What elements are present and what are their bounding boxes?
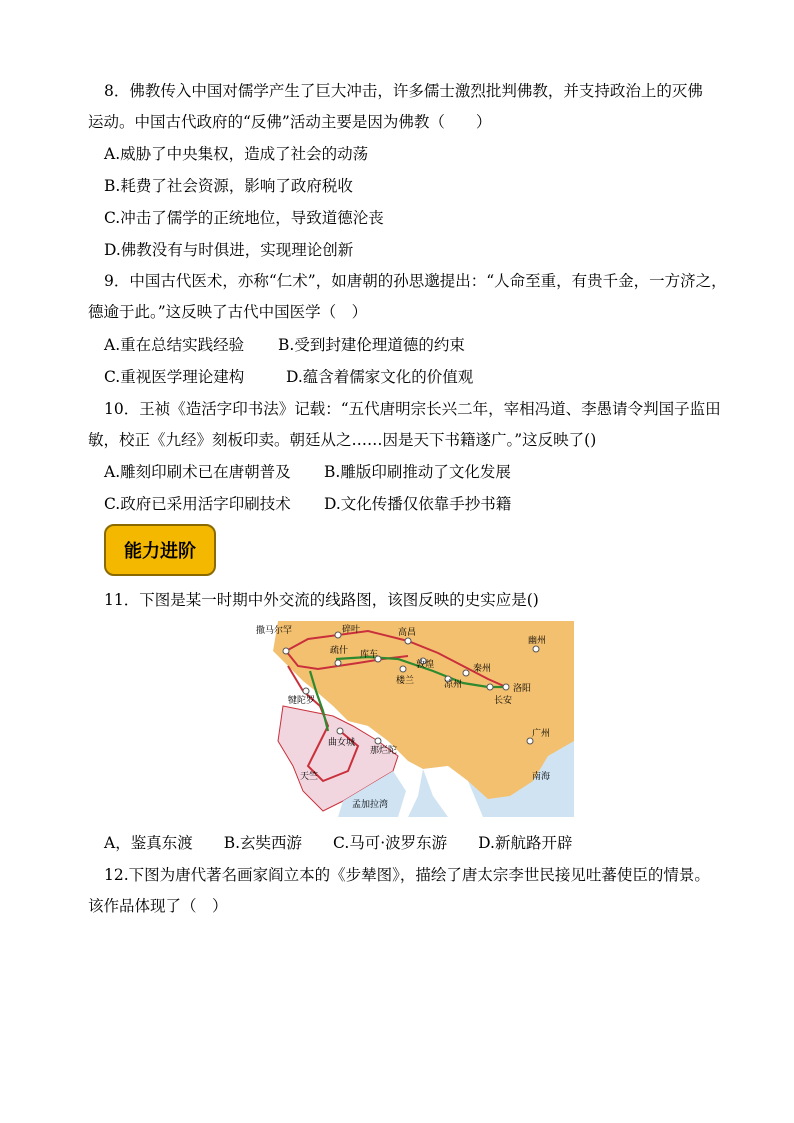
label-luoyang: 洛阳 [513, 684, 532, 694]
q8-line1: 8．佛教传入中国对儒学产生了巨大冲击，许多儒士激烈批判佛教，并支持政治上的灭佛 [104, 82, 703, 100]
label-nalantuo: 那烂陀 [370, 746, 398, 756]
label-kuche: 库车 [360, 650, 379, 660]
label-nanhai: 南海 [532, 772, 551, 782]
label-qunvcheng: 曲女城 [328, 738, 356, 748]
q10-line2: 敏，校正《九经》刻板印卖。朝廷从之……因是天下书籍遂广。”这反映了() [88, 431, 597, 449]
route-map [248, 621, 574, 817]
label-qinzhou: 秦州 [473, 664, 492, 674]
q12-line2: 该作品体现了（ ） [88, 897, 228, 915]
q11-options[interactable]: A，鉴真东渡 B.玄奘西游 C.马可·波罗东游 D.新航路开辟 [104, 834, 573, 852]
label-jiantuoluo: 犍陀罗 [288, 696, 316, 706]
label-changan: 长安 [494, 696, 513, 706]
q10-option-d[interactable]: D.文化传播仅依靠手抄书籍 [324, 495, 512, 513]
label-mengjialawan: 孟加拉湾 [352, 800, 389, 810]
q9-option-b[interactable]: B.受到封建伦理道德的约束 [278, 336, 465, 354]
q10-option-a[interactable]: A.雕刻印刷术已在唐朝普及 [104, 463, 291, 481]
label-liangzhou: 凉州 [444, 680, 463, 690]
label-shule: 疏什 [330, 646, 349, 656]
label-dunhuang: 敦煌 [416, 660, 435, 670]
q10-option-c[interactable]: C.政府已采用活字印刷技术 [104, 495, 291, 513]
q8-option-d[interactable]: D.佛教没有与时俱进，实现理论创新 [104, 241, 354, 259]
label-tianzhu: 天竺 [300, 772, 319, 782]
q9-option-c[interactable]: C.重视医学理论建构 [104, 368, 245, 386]
section-badge: 能力进阶 [104, 524, 216, 576]
q9-line1: 9．中国古代医术，亦称“仁术”，如唐朝的孙思邈提出：“人命至重，有贵千金，一方济之， [104, 272, 727, 290]
q10-line1: 10．王祯《造活字印书法》记载：“五代唐明宗长兴二年，宰相冯道、李愚请令判国子监田 [104, 400, 721, 418]
q8-option-a[interactable]: A.威胁了中央集权，造成了社会的动荡 [104, 145, 369, 163]
label-suiye: 碎叶 [342, 625, 361, 635]
label-youzhou: 幽州 [528, 636, 547, 646]
label-samarkand: 撒马尔罕 [256, 626, 293, 636]
q9-line2: 德逾于此。”这反映了古代中国医学（ ） [88, 303, 368, 321]
q11-line1: 11．下图是某一时期中外交流的线路图，该图反映的史实应是() [104, 591, 539, 609]
label-guangzhou: 广州 [532, 729, 551, 739]
q12-line1: 12.下图为唐代著名画家阎立本的《步辇图》，描绘了唐太宗李世民接见吐蕃使臣的情景。 [104, 866, 710, 884]
q8-line2: 运动。中国古代政府的“反佛”活动主要是因为佛教（ ） [88, 113, 492, 131]
q10-option-b[interactable]: B.雕版印刷推动了文化发展 [324, 463, 511, 481]
q8-option-c[interactable]: C.冲击了儒学的正统地位，导致道德沦丧 [104, 209, 384, 227]
q8-option-b[interactable]: B.耗费了社会资源，影响了政府税收 [104, 177, 353, 195]
label-loulan: 楼兰 [396, 676, 415, 686]
q9-option-d[interactable]: D.蕴含着儒家文化的价值观 [286, 368, 474, 386]
q9-option-a[interactable]: A.重在总结实践经验 [104, 336, 245, 354]
label-gaochang: 高昌 [398, 628, 417, 638]
